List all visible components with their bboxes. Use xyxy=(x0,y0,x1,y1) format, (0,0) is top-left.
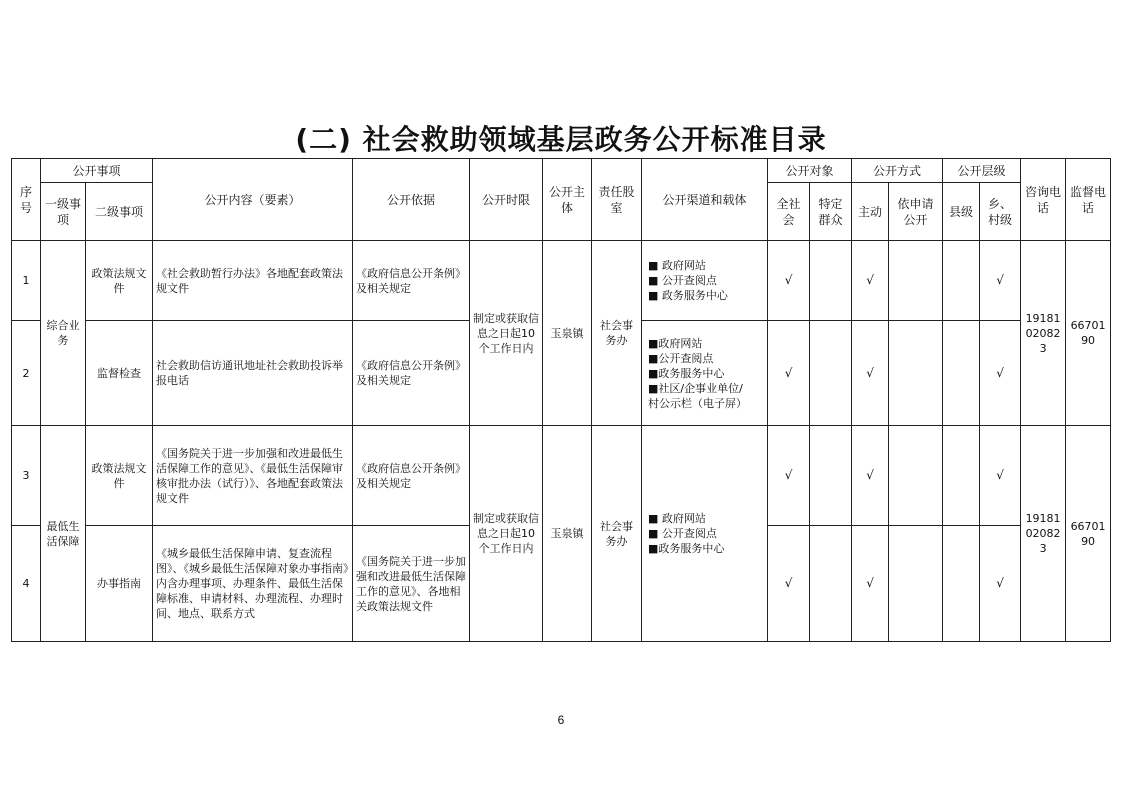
header-target-all: 全社会 xyxy=(768,183,810,241)
table-row xyxy=(12,426,1111,526)
basis-cell: 《政府信息公开条例》及相关规定 xyxy=(353,241,470,321)
header-consult: 咨询电话 xyxy=(1021,159,1066,241)
header-row-1 xyxy=(12,159,1111,183)
check-town-village: √ xyxy=(980,241,1021,321)
check-on-request xyxy=(889,426,943,526)
header-seq: 序号 xyxy=(12,159,41,241)
office-cell: 社会事务办 xyxy=(592,426,642,642)
header-supervise: 监督电话 xyxy=(1066,159,1111,241)
basis-cell: 《政府信息公开条例》及相关规定 xyxy=(353,321,470,426)
header-basis: 公开依据 xyxy=(353,159,470,241)
check-specific-group xyxy=(810,241,852,321)
header-subject: 公开主体 xyxy=(543,159,592,241)
check-all-society: √ xyxy=(768,526,810,642)
page-number: 6 xyxy=(557,713,565,727)
check-town-village: √ xyxy=(980,321,1021,426)
check-county xyxy=(943,526,980,642)
channel-item: ■政务服务中心 xyxy=(648,542,725,555)
time-limit-cell: 制定或获取信息之日起10个工作日内 xyxy=(470,241,543,426)
seq-cell: 4 xyxy=(12,526,41,642)
header-channels: 公开渠道和载体 xyxy=(642,159,768,241)
channel-item: ■ 公开查阅点 xyxy=(648,527,717,540)
level1-cell: 最低生活保障 xyxy=(41,426,86,642)
header-content: 公开内容（要素） xyxy=(153,159,353,241)
header-method-request: 依申请公开 xyxy=(889,183,943,241)
check-county xyxy=(943,321,980,426)
check-active: √ xyxy=(852,426,889,526)
content-cell: 社会救助信访通讯地址社会救助投诉举报电话 xyxy=(153,321,353,426)
check-on-request xyxy=(889,526,943,642)
channel-item: ■ 公开查阅点 xyxy=(648,274,717,287)
header-target-specific: 特定群众 xyxy=(810,183,852,241)
channel-item: ■社区/企事业单位/ xyxy=(648,381,743,395)
office-cell: 社会事务办 xyxy=(592,241,642,426)
channel-item: ■公开查阅点 xyxy=(648,351,714,365)
check-all-society: √ xyxy=(768,241,810,321)
check-county xyxy=(943,241,980,321)
check-specific-group xyxy=(810,426,852,526)
check-specific-group xyxy=(810,526,852,642)
subject-cell: 玉泉镇 xyxy=(543,241,592,426)
level2-cell: 政策法规文件 xyxy=(86,241,153,321)
channels-cell xyxy=(642,241,768,321)
check-active: √ xyxy=(852,526,889,642)
level2-cell: 办事指南 xyxy=(86,526,153,642)
channel-item: ■ 政务服务中心 xyxy=(648,289,728,302)
level2-cell: 政策法规文件 xyxy=(86,426,153,526)
check-specific-group xyxy=(810,321,852,426)
header-level-town: 乡、村级 xyxy=(980,183,1021,241)
check-on-request xyxy=(889,321,943,426)
consult-phone-cell: 19181020823 xyxy=(1021,241,1066,426)
header-level-county: 县级 xyxy=(943,183,980,241)
time-limit-cell: 制定或获取信息之日起10个工作日内 xyxy=(470,426,543,642)
check-all-society: √ xyxy=(768,321,810,426)
page-title: (二) 社会救助领域基层政务公开标准目录 xyxy=(295,123,827,156)
check-town-village: √ xyxy=(980,426,1021,526)
channel-item: 村公示栏（电子屏） xyxy=(648,396,748,410)
check-active: √ xyxy=(852,321,889,426)
channel-item: ■政府网站 xyxy=(648,336,703,350)
seq-cell: 1 xyxy=(12,241,41,321)
consult-phone-cell: 19181020823 xyxy=(1021,426,1066,642)
header-level2: 二级事项 xyxy=(86,183,153,241)
check-town-village: √ xyxy=(980,526,1021,642)
header-method: 公开方式 xyxy=(852,159,943,183)
check-active: √ xyxy=(852,241,889,321)
check-county xyxy=(943,426,980,526)
header-time-limit: 公开时限 xyxy=(470,159,543,241)
channels-cell xyxy=(642,426,768,642)
basis-cell: 《政府信息公开条例》及相关规定 xyxy=(353,426,470,526)
header-target: 公开对象 xyxy=(768,159,852,183)
table-row xyxy=(12,241,1111,321)
level2-cell: 监督检查 xyxy=(86,321,153,426)
level1-cell: 综合业务 xyxy=(41,241,86,426)
supervise-phone-cell: 6670190 xyxy=(1066,241,1111,426)
content-cell: 《城乡最低生活保障申请、复查流程图》、《城乡最低生活保障对象办事指南》内含办理事项、办理条件、最低生活保障标准、申请材料、办理流程、办理时间、地点、联系方式 xyxy=(153,526,353,642)
header-method-active: 主动 xyxy=(852,183,889,241)
channel-item: ■ 政府网站 xyxy=(648,512,706,525)
content-cell: 《国务院关于进一步加强和改进最低生活保障工作的意见》、《最低生活保障审核审批办法（试行）》、各地配套政策法规文件 xyxy=(153,426,353,526)
seq-cell: 3 xyxy=(12,426,41,526)
header-level: 公开层级 xyxy=(943,159,1021,183)
subject-cell: 玉泉镇 xyxy=(543,426,592,642)
seq-cell: 2 xyxy=(12,321,41,426)
channel-item: ■政务服务中心 xyxy=(648,366,725,380)
header-level1: 一级事项 xyxy=(41,183,86,241)
content-cell: 《社会救助暂行办法》各地配套政策法规文件 xyxy=(153,241,353,321)
header-office: 责任股室 xyxy=(592,159,642,241)
channel-item: ■ 政府网站 xyxy=(648,259,706,272)
basis-cell: 《国务院关于进一步加强和改进最低生活保障工作的意见》、各地相关政策法规文件 xyxy=(353,526,470,642)
check-all-society: √ xyxy=(768,426,810,526)
header-matters: 公开事项 xyxy=(41,159,153,183)
catalog-table xyxy=(11,158,1111,642)
supervise-phone-cell: 6670190 xyxy=(1066,426,1111,642)
channels-cell xyxy=(642,321,768,426)
check-on-request xyxy=(889,241,943,321)
